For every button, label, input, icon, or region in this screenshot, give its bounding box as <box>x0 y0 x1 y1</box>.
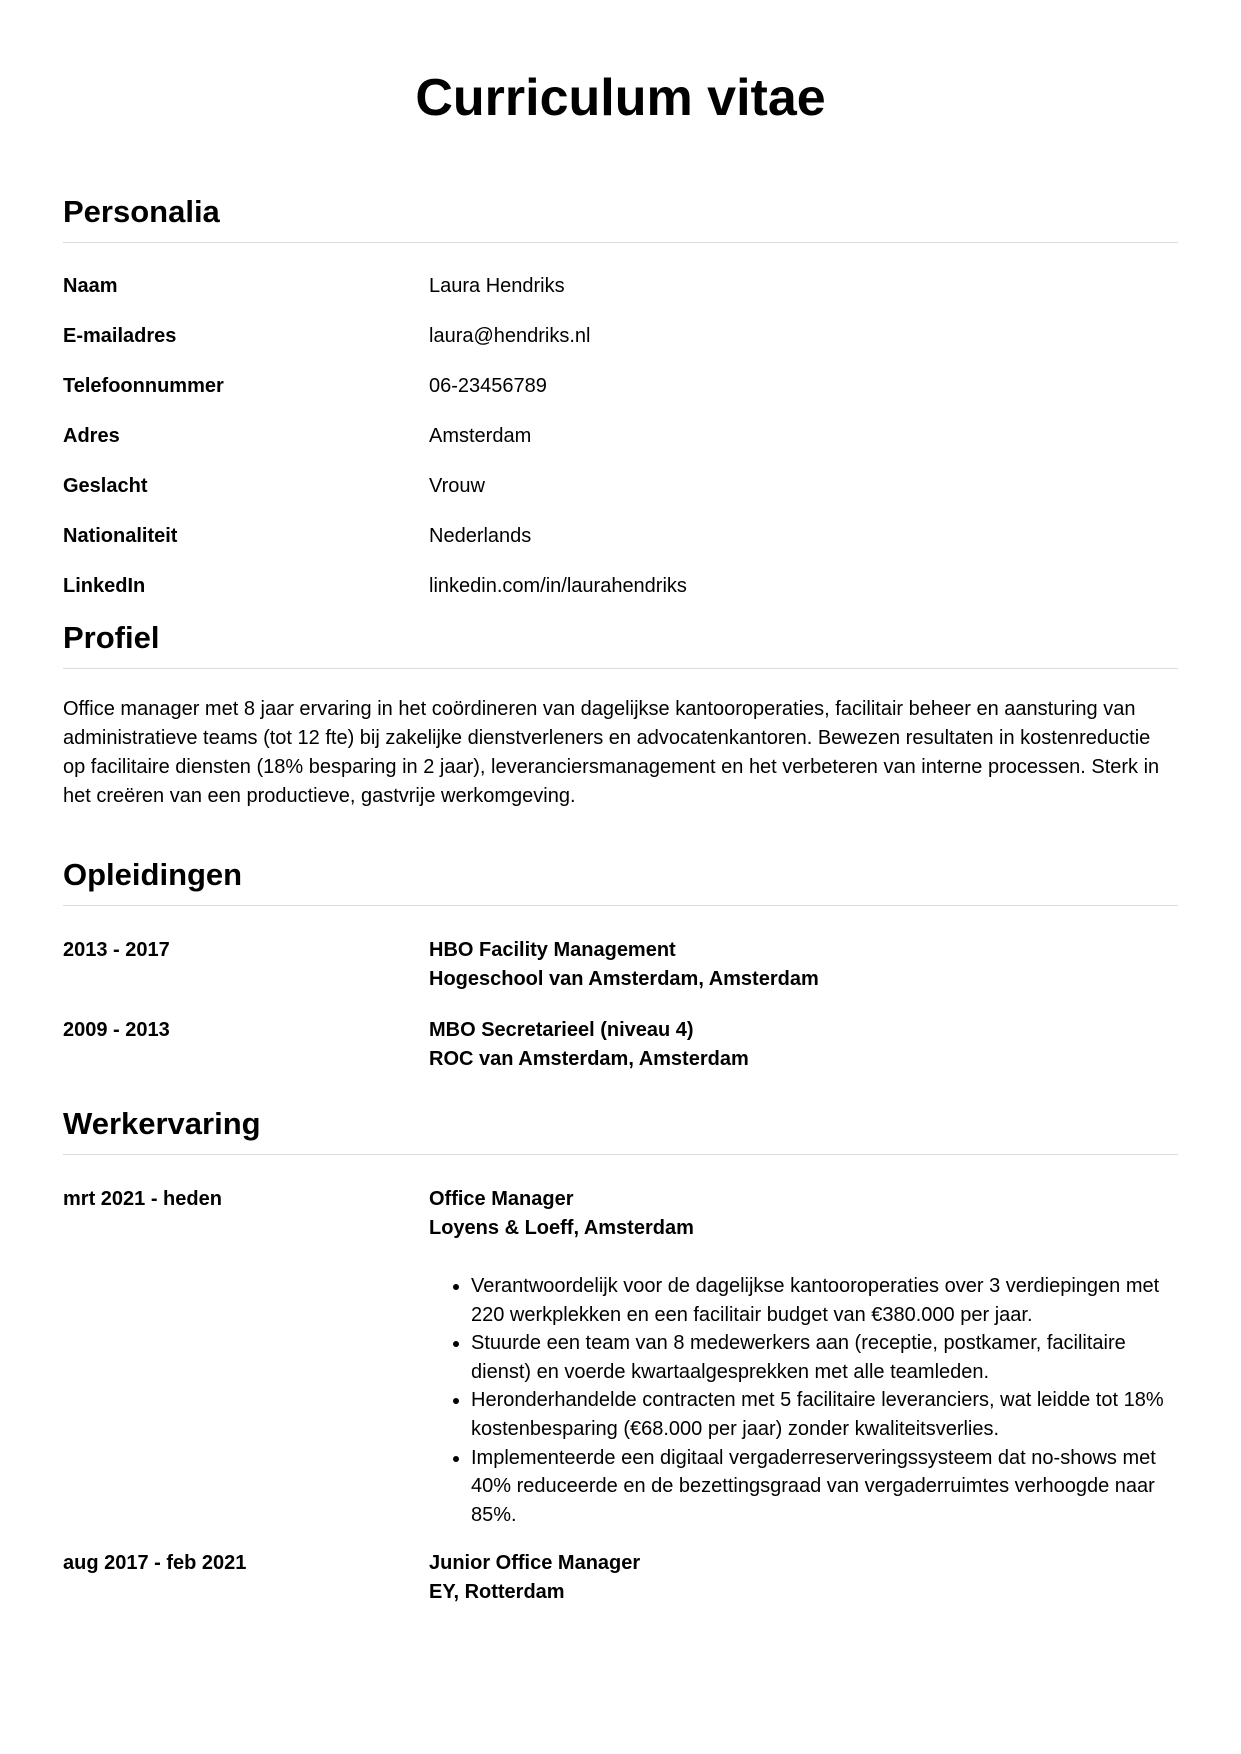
personalia-row-email <box>63 322 1178 372</box>
personalia-label: Telefoonnummer <box>63 375 224 397</box>
personalia-row-adres <box>63 422 1178 472</box>
section-heading-opleidingen: Opleidingen <box>63 857 1178 906</box>
work-period: aug 2017 - feb 2021 <box>63 1552 247 1575</box>
work-details <box>429 1549 1178 1607</box>
work-period: mrt 2021 - heden <box>63 1188 222 1210</box>
personalia-label: E-mailadres <box>63 325 177 347</box>
personalia-value: Laura Hendriks <box>429 275 565 297</box>
education-school: ROC van Amsterdam, Amsterdam <box>429 1048 749 1070</box>
work-company: EY, Rotterdam <box>429 1581 565 1604</box>
education-name: MBO Secretarieel (niveau 4) <box>429 1019 694 1041</box>
work-bullets <box>429 1272 1178 1529</box>
section-heading-werkervaring: Werkervaring <box>63 1106 1178 1155</box>
education-list <box>63 906 1178 1074</box>
personalia-label: Adres <box>63 425 120 447</box>
work-bullet: • Implementeerde een digitaal vergaderreserveringssysteem dat no-shows met 40% reduceerde en de bezettingsgraad van vergaderruimtes verhoogde naar 85%. <box>471 1444 1178 1530</box>
personalia-value: Nederlands <box>429 525 532 547</box>
education-item <box>63 1016 1178 1074</box>
personalia-row-nationaliteit <box>63 522 1178 572</box>
work-experience-list <box>63 1155 1178 1607</box>
document-title: Curriculum vitae <box>415 69 826 127</box>
personalia-label: Naam <box>63 275 118 297</box>
education-period: 2013 - 2017 <box>63 939 170 961</box>
personalia-row-geslacht <box>63 472 1178 522</box>
personalia-value: linkedin.com/in/laurahendriks <box>429 575 687 597</box>
section-heading-personalia: Personalia <box>63 194 1178 243</box>
section-werkervaring <box>63 1106 1178 1607</box>
work-bullet: • Stuurde een team van 8 medewerkers aan (receptie, postkamer, facilitaire dienst) en voerde kwartaalgesprekken met alle teamleden. <box>471 1329 1178 1386</box>
personalia-row-telefoon <box>63 372 1178 422</box>
education-school: Hogeschool van Amsterdam, Amsterdam <box>429 968 819 990</box>
work-bullet: • Heronderhandelde contracten met 5 facilitaire leveranciers, wat leidde tot 18% kostenbesparing (€68.000 per jaar) zonder kwaliteitsverlies. <box>471 1386 1178 1443</box>
work-role: Junior Office Manager <box>429 1552 641 1575</box>
personalia-list <box>63 243 1178 622</box>
education-item <box>63 936 1178 994</box>
section-heading-profiel: Profiel <box>63 620 1178 669</box>
work-company: Loyens & Loeff, Amsterdam <box>429 1217 694 1239</box>
personalia-value: 06-23456789 <box>429 375 547 397</box>
work-role: Office Manager <box>429 1188 574 1210</box>
work-item <box>63 1185 1178 1529</box>
section-personalia <box>63 194 1178 622</box>
personalia-row-naam <box>63 272 1178 322</box>
work-bullet: • Verantwoordelijk voor de dagelijkse kantooroperaties over 3 verdiepingen met 220 werkplekken en een facilitair budget van €380.000 per jaar. <box>471 1272 1178 1329</box>
work-details <box>429 1185 1178 1529</box>
profile-text: Office manager met 8 jaar ervaring in het coördineren van dagelijkse kantooroperaties, facilitair beheer en aansturing van administratieve teams (tot 12 fte) bij zakelijke dienstverleners en advocatenkantoren. Bewezen resultaten in kostenreductie op facilitaire diensten (18% besparing in 2 jaar), leveranciersmanagement en het verbeteren van interne processen. Sterk in het creëren van een productieve, gastvrije werkomgeving. <box>63 698 1160 807</box>
education-details <box>429 936 1178 994</box>
personalia-label: Nationaliteit <box>63 525 178 547</box>
section-profiel <box>63 620 1178 811</box>
section-opleidingen <box>63 857 1178 1074</box>
personalia-label: Geslacht <box>63 475 148 497</box>
personalia-row-linkedin <box>63 572 1178 622</box>
education-details <box>429 1016 1178 1074</box>
personalia-value: Vrouw <box>429 475 485 497</box>
work-item <box>63 1549 1178 1607</box>
education-period: 2009 - 2013 <box>63 1019 170 1041</box>
personalia-value: laura@hendriks.nl <box>429 325 591 347</box>
personalia-value: Amsterdam <box>429 425 532 447</box>
education-name: HBO Facility Management <box>429 939 676 961</box>
personalia-label: LinkedIn <box>63 575 146 597</box>
